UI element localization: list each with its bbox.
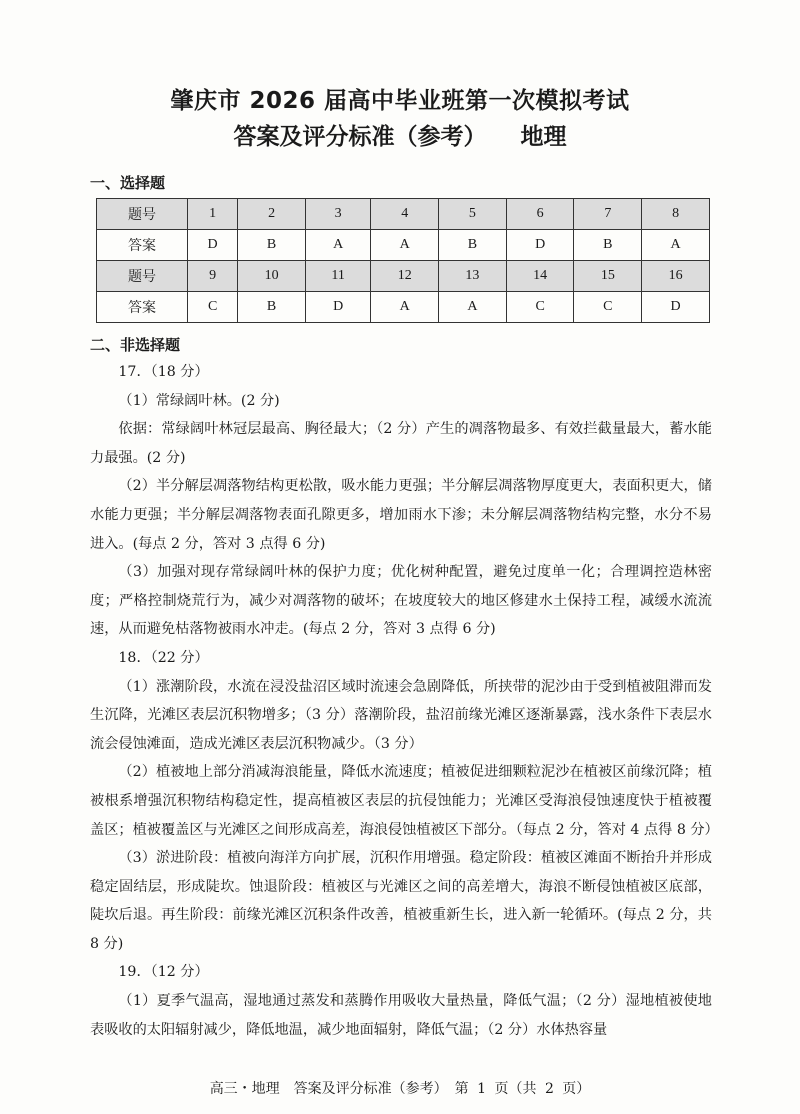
answer-paragraph: （2）植被地上部分消减海浪能量，降低水流速度；植被促进细颗粒泥沙在植被区前缘沉降；植被根系增强沉积物结构稳定性，提高植被区表层的抗侵蚀能力；光滩区受海浪侵蚀速度快于植被覆盖区；植被覆盖区与光滩区之间形成高差，海浪侵蚀植被区下部分。（每点 2 分，答对 4 点得 8 分） xyxy=(90,764,719,838)
question-number: 6 xyxy=(506,199,574,230)
question-number: 12 xyxy=(371,261,439,292)
exam-title: 肇庆市 2026 届高中毕业班第一次模拟考试 xyxy=(170,88,630,114)
question-heading: 18．（22 分） xyxy=(118,649,209,666)
answer-paragraph: （2）半分解层凋落物结构更松散，吸水能力更强；半分解层凋落物厚度更大，表面积更大，储水能力更强；半分解层凋落物表面孔隙更多，增加雨水下渗；未分解层凋落物结构完整，水分不易进入。(每点 2 分，答对 3 点得 6 分) xyxy=(90,478,712,552)
answer-body xyxy=(90,358,719,1044)
question-number: 9 xyxy=(188,261,238,292)
answer-cell: B xyxy=(439,230,507,261)
answer-paragraph: （1）涨潮阶段，水流在浸没盐沼区域时流速会急剧降低，所挟带的泥沙由于受到植被阻滞而发生沉降，光滩区表层沉积物增多；（3 分）落潮阶段，盐沼前缘光滩区逐渐暴露，浅水条件下表层水流会侵蚀滩面，造成光滩区表层沉积物减少。（3 分） xyxy=(90,678,712,752)
question-number: 15 xyxy=(574,261,642,292)
question-heading: 17．（18 分） xyxy=(118,364,209,380)
answer-paragraph: 依据：常绿阔叶林冠层最高、胸径最大；（2 分）产生的凋落物最多、有效拦截量最大，蓄水能力最强。(2 分) xyxy=(90,421,712,466)
table-row-numbers-1 xyxy=(97,199,710,230)
question-number: 11 xyxy=(305,261,370,292)
row-label: 答案 xyxy=(97,230,188,261)
answer-cell: A xyxy=(439,292,507,323)
question-number: 8 xyxy=(642,199,710,230)
answer-paragraph: （1）夏季气温高，湿地通过蒸发和蒸腾作用吸收大量热量，降低气温；（2 分）湿地植被使地表吸收的太阳辐射减少，降低地温，减少地面辐射，降低气温；（2 分）水体热容量 xyxy=(90,993,712,1038)
table-row-answers-2 xyxy=(97,292,710,323)
answer-cell: C xyxy=(188,292,238,323)
page-footer: 高三・地理 答案及评分标准（参考） 第 1 页（共 2 页） xyxy=(209,1081,591,1097)
answer-key-subtitle xyxy=(0,118,800,151)
answer-cell: D xyxy=(188,230,238,261)
answer-cell: A xyxy=(371,230,439,261)
question-number: 13 xyxy=(439,261,507,292)
answer-paragraph: （1）常绿阔叶林。(2 分) xyxy=(118,392,280,409)
question-number: 1 xyxy=(188,199,238,230)
answer-table xyxy=(96,198,710,323)
answer-cell: B xyxy=(238,292,306,323)
question-number: 7 xyxy=(574,199,642,230)
question-number: 2 xyxy=(238,199,306,230)
question-number: 16 xyxy=(642,261,710,292)
answer-cell: A xyxy=(371,292,439,323)
row-label: 题号 xyxy=(97,199,188,230)
answer-cell: A xyxy=(642,230,710,261)
question-number: 5 xyxy=(439,199,507,230)
subtitle-text: 答案及评分标准（参考） xyxy=(233,124,487,150)
question-number: 10 xyxy=(238,261,306,292)
question-heading: 19．（12 分） xyxy=(118,964,209,981)
question-number: 3 xyxy=(305,199,370,230)
row-label: 答案 xyxy=(97,292,188,323)
subject-name: 地理 xyxy=(520,124,567,150)
question-number: 14 xyxy=(506,261,574,292)
answer-cell: B xyxy=(238,230,306,261)
question-number: 4 xyxy=(371,199,439,230)
answer-paragraph: （3）淤进阶段：植被向海洋方向扩展，沉积作用增强。稳定阶段：植被区滩面不断抬升并形成稳定固结层，形成陡坎。蚀退阶段：植被区与光滩区之间的高差增大，海浪不断侵蚀植被区底部，陡坎后退。再生阶段：前缘光滩区沉积条件改善，植被重新生长，进入新一轮循环。(每点 2 分，共 8 分) xyxy=(90,850,712,952)
table-row-numbers-2 xyxy=(97,261,710,292)
answer-cell: C xyxy=(574,292,642,323)
answer-cell: D xyxy=(642,292,710,323)
section-multiple-choice-title: 一、选择题 xyxy=(90,174,166,192)
section-free-response-title: 二、非选择题 xyxy=(90,336,181,354)
table-row-answers-1 xyxy=(97,230,710,261)
answer-cell: B xyxy=(574,230,642,261)
answer-cell: D xyxy=(506,230,574,261)
answer-paragraph: （3）加强对现存常绿阔叶林的保护力度；优化树种配置，避免过度单一化；合理调控造林密度；严格控制烧荒行为，减少对凋落物的破坏；在坡度较大的地区修建水土保持工程，减缓水流流速，从而避免枯落物被雨水冲走。(每点 2 分，答对 3 点得 6 分) xyxy=(90,564,712,638)
answer-cell: C xyxy=(506,292,574,323)
answer-cell: D xyxy=(305,292,370,323)
row-label: 题号 xyxy=(97,261,188,292)
answer-cell: A xyxy=(305,230,370,261)
